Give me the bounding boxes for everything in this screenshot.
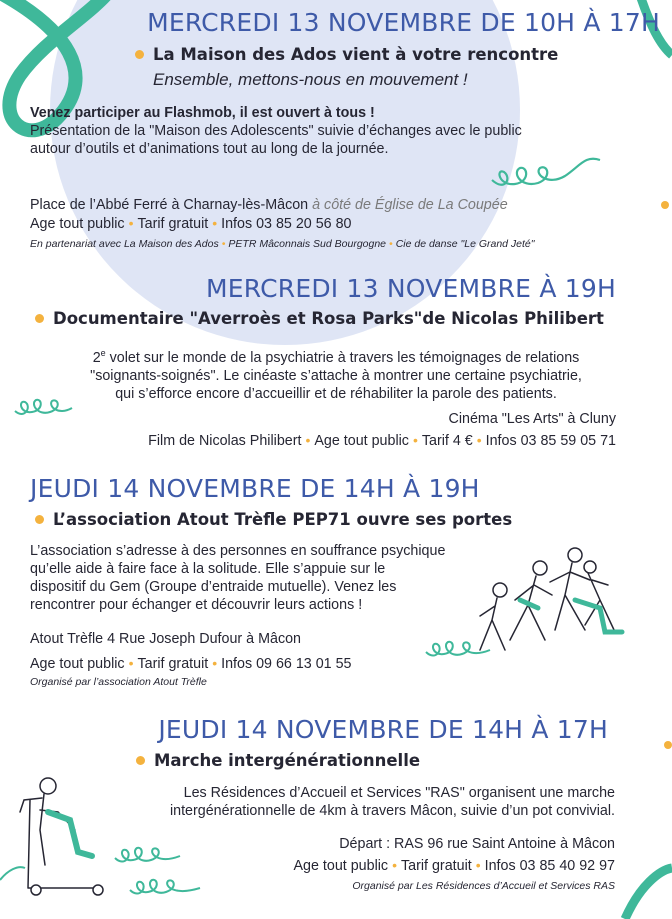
event3-desc-line: L’association s’adresse à des personnes en souffrance psychique [30, 543, 446, 559]
event2-info-line: Film de Nicolas Philibert • Age tout public • Tarif 4 € • Infos 03 85 59 05 71 [148, 432, 616, 449]
swirl-5 [130, 880, 200, 894]
event3-info-line: Age tout public • Tarif gratuit • Infos 09 66 13 01 55 [30, 655, 352, 672]
runners-illustration [480, 548, 622, 650]
event4-desc-line: Les Résidences d’Accueil et Services "RAS" organisent une marche [183, 785, 615, 801]
bullet-dot [35, 515, 44, 524]
event1-description [30, 104, 660, 158]
event3-organizer: Organisé par l’association Atout Trèfle [30, 676, 207, 688]
event4-title: JEUDI 14 NOVEMBRE DE 14H À 17H [158, 715, 608, 744]
event1-info-line: Age tout public • Tarif gratuit • Infos 03 85 20 56 80 [30, 215, 352, 232]
event2-details [40, 410, 616, 450]
event3-desc-line: dispositif du Gem (Groupe d’entraide mutuelle). Venez les [30, 579, 397, 595]
info-price: Tarif gratuit [137, 656, 209, 672]
event4-subtitle [136, 751, 420, 770]
info-phone: Infos 03 85 40 92 97 [484, 858, 615, 874]
partner: PETR Mâconnais Sud Bourgogne [228, 238, 387, 250]
event2-desc-line: 2e volet sur le monde de la psychiatrie à travers les témoignages de relations [92, 348, 580, 366]
info-price: Tarif 4 € [421, 433, 473, 449]
event3-title: JEUDI 14 NOVEMBRE DE 14H À 19H [30, 474, 480, 503]
event4-subtitle-text: Marche intergénérationnelle [154, 751, 421, 770]
swirl-6 [0, 867, 25, 880]
event4-place: Départ : RAS 96 rue Saint Antoine à Mâcon [339, 836, 615, 852]
event1-place: Place de l’Abbé Ferré à Charnay-lès-Mâcon [30, 197, 309, 213]
swirl-4 [115, 848, 180, 862]
event3-desc-line: rencontrer pour échanger et découvrir leurs actions ! [30, 597, 363, 613]
event1-details [30, 196, 670, 253]
info-price: Tarif gratuit [137, 216, 209, 232]
event1-title: MERCREDI 13 NOVEMBRE DE 10H À 17H [147, 8, 660, 37]
bullet-dot [136, 756, 145, 765]
event1-subtitle [135, 45, 558, 64]
event1-intro: Venez participer au Flashmob, il est ouvert à tous ! [30, 105, 375, 121]
event1-subtitle-text: La Maison des Ados vient à votre rencontre [153, 45, 559, 64]
event2-place: Cinéma "Les Arts" à Cluny [448, 411, 616, 427]
event1-partners: En partenariat avec La Maison des Ados • PETR Mâconnais Sud Bourgogne • Cie de danse "Le Grand Jeté" [30, 238, 535, 250]
event3-subtitle [35, 510, 512, 529]
event4-info-line: Age tout public • Tarif gratuit • Infos 03 85 40 92 97 [293, 857, 615, 874]
info-age: Age tout public [30, 656, 125, 672]
event3-subtitle-text: L’association Atout Trèfle PEP71 ouvre ses portes [53, 510, 513, 529]
event4-description [80, 784, 615, 820]
teal-arc-bottom-right [625, 868, 672, 919]
info-phone: Infos 03 85 20 56 80 [221, 216, 352, 232]
partner: Cie de danse "Le Grand Jeté" [395, 238, 535, 250]
event1-place-line [30, 196, 670, 214]
info-age: Age tout public [30, 216, 125, 232]
event2-subtitle-text: Documentaire "Averroès et Rosa Parks"de Nicolas Philibert [53, 309, 604, 328]
event2-title: MERCREDI 13 NOVEMBRE À 19H [206, 274, 616, 303]
event1-desc-line: Présentation de la "Maison des Adolescents" suivie d’échanges avec le public [30, 123, 522, 139]
info-director: Film de Nicolas Philibert [148, 433, 302, 449]
event1-tagline: Ensemble, mettons-nous en mouvement ! [153, 70, 468, 89]
event3-details [30, 630, 450, 691]
bullet-dot [35, 314, 44, 323]
event2-desc-line: "soignants-soignés". Le cinéaste s’attache à montrer une certaine psychiatrie, [90, 367, 582, 384]
event4-details [200, 835, 615, 895]
event2-desc-line: qui s’efforce encore d’accueillir et de réhabiliter la parole des patients. [115, 385, 557, 402]
event3-desc-line: qu’elle aide à faire face à la solitude. Elle s’appuie sur le [30, 561, 386, 577]
event4-organizer: Organisé par Les Résidences d’Accueil et Services RAS [352, 880, 615, 892]
info-price: Tarif gratuit [401, 858, 472, 874]
event1-place-note: à côté de Église de La Coupée [312, 197, 508, 213]
partner: En partenariat avec La Maison des Ados [30, 238, 219, 250]
event3-description [30, 542, 500, 614]
event2-subtitle [35, 309, 604, 328]
event1-desc-line: autour d’outils et d’animations tout au long de la journée. [30, 141, 389, 157]
event2-description [40, 344, 632, 403]
orange-dot-2 [664, 741, 672, 749]
info-age: Age tout public [314, 433, 409, 449]
event4-desc-line: intergénérationnelle de 4km à travers Mâcon, suivie d’un pot convivial. [169, 803, 615, 819]
event3-place: Atout Trèfle 4 Rue Joseph Dufour à Mâcon [30, 631, 301, 647]
info-phone: Infos 03 85 59 05 71 [485, 433, 616, 449]
info-phone: Infos 09 66 13 01 55 [221, 656, 352, 672]
bullet-dot [135, 50, 144, 59]
info-age: Age tout public [293, 858, 389, 874]
